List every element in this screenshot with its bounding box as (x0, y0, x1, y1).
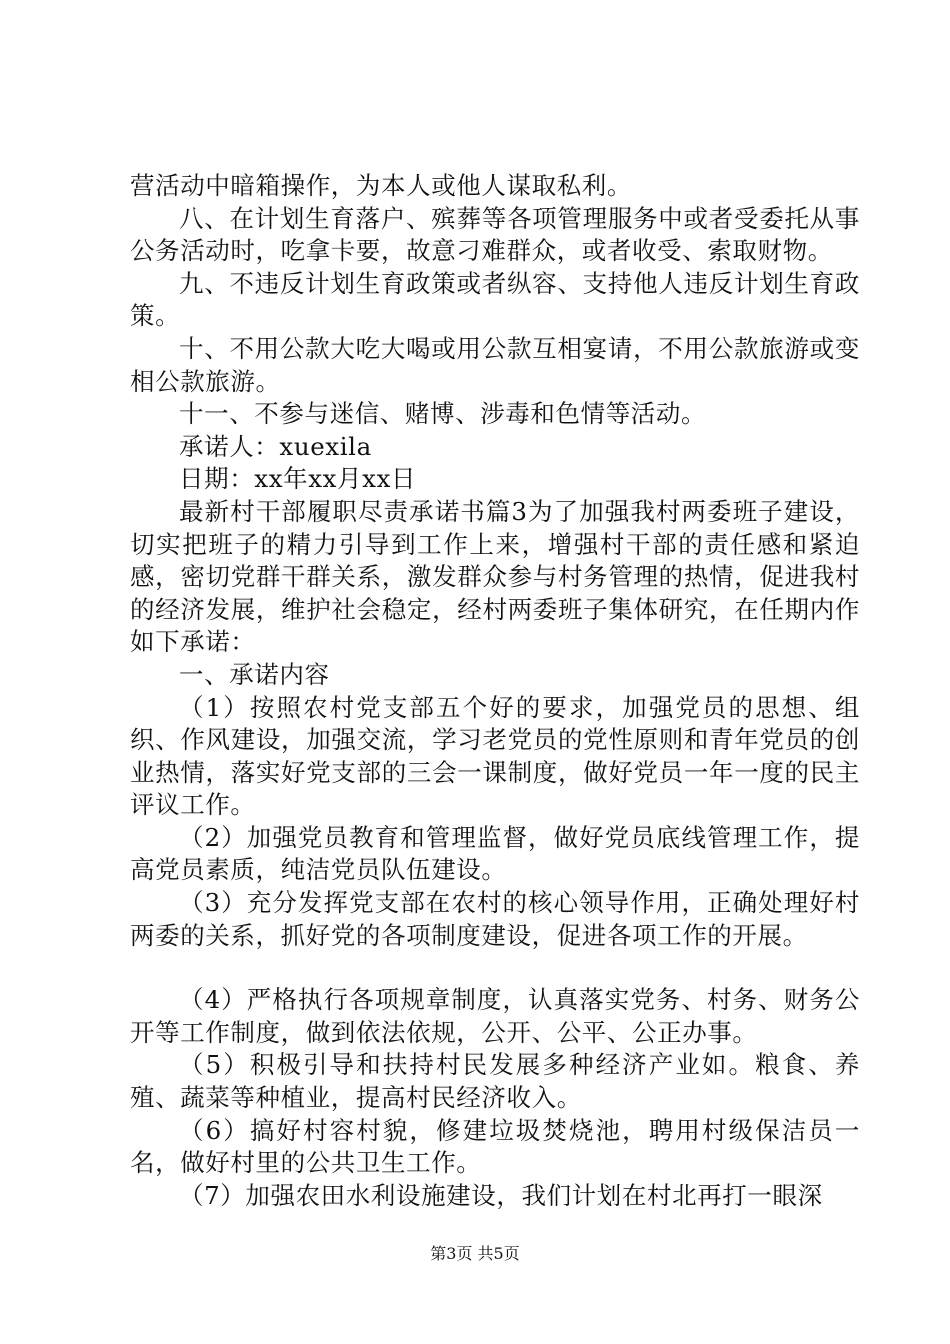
paragraph-pledge-6: （6）搞好村容村貌，修建垃圾焚烧池，聘用村级保洁员一名，做好村里的公共卫生工作。 (130, 1115, 860, 1178)
paragraph-item-10: 十、不用公款大吃大喝或用公款互相宴请，不用公款旅游或变相公款旅游。 (130, 333, 860, 396)
paragraph-pledge-5: （5）积极引导和扶持村民发展多种经济产业如。粮食、养殖、蔬菜等种植业，提高村民经济收入。 (130, 1050, 860, 1113)
paragraph-pledge-4: （4）严格执行各项规章制度，认真落实党务、村务、财务公开等工作制度，做到依法依规，公开、公平、公正办事。 (130, 985, 860, 1047)
signatory-line: 承诺人：xuexila (179, 431, 372, 461)
paragraph-pledge-7: （7）加强农田水利设施建设，我们计划在村北再打一眼深 (179, 1180, 823, 1210)
date-line: 日期：xx年xx月xx日 (179, 464, 417, 494)
paragraph-continuation: 营活动中暗箱操作，为本人或他人谋取私利。 (130, 171, 632, 200)
paragraph-pledge-1: （1）按照农村党支部五个好的要求，加强党员的思想、组织、作风建设，加强交流，学习老党员的党性原则和青年党员的创业热情，落实好党支部的三会一课制度，做好党员一年一度的民主评议工作。 (130, 692, 860, 820)
paragraph-pledge-2: （2）加强党员教育和管理监督，做好党员底线管理工作，提高党员素质，纯洁党员队伍建设。 (130, 822, 860, 885)
paragraph-item-11: 十一、不参与迷信、赌博、涉毒和色情等活动。 (179, 399, 707, 429)
paragraph-pledge-3: （3）充分发挥党支部在农村的核心领导作用，正确处理好村两委的关系，抓好党的各项制度建设，促进各项工作的开展。 (130, 888, 860, 950)
paragraph-item-8: 八、在计划生育落户、殡葬等各项管理服务中或者受委托从事公务活动时，吃拿卡要，故意刁难群众，或者收受、索取财物。 (130, 203, 860, 266)
page-footer: 第3页 共5页 (430, 1244, 520, 1263)
paragraph-gap (130, 952, 860, 984)
paragraph-item-9: 九、不违反计划生育政策或者纵容、支持他人违反计划生育政策。 (130, 268, 860, 331)
section-heading-pledge-content: 一、承诺内容 (179, 659, 330, 689)
document-body (130, 170, 860, 1212)
paragraph-intro-pledge-3: 最新村干部履职尽责承诺书篇3为了加强我村两委班子建设，切实把班子的精力引导到工作上来，增强村干部的责任感和紧迫感，密切党群干群关系，激发群众参与村务管理的热情，促进我村的经济发展，维护社会稳定，经村两委班子集体研究，在任期内作如下承诺： (130, 496, 860, 657)
